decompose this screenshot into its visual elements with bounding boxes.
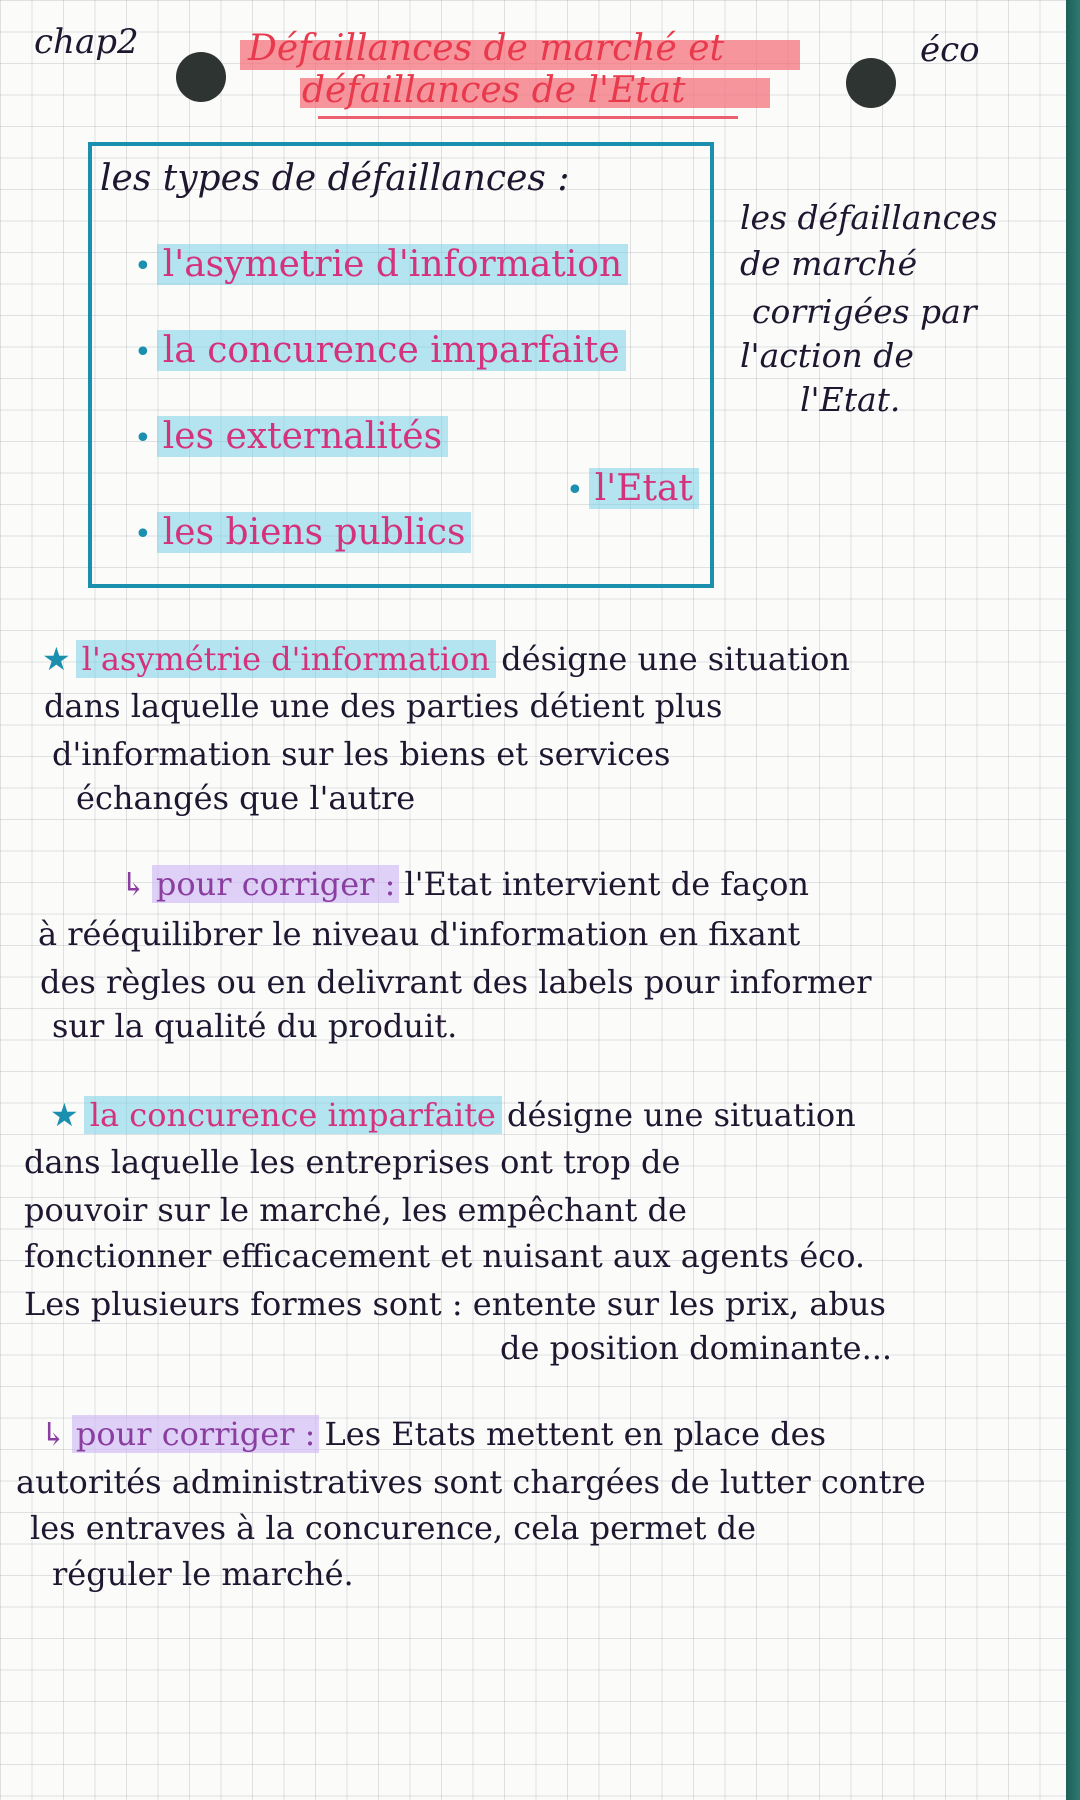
- bullet-icon: •: [134, 517, 152, 552]
- section2-term: la concurence imparfaite: [84, 1096, 502, 1134]
- arrow-icon: ↳: [40, 1415, 67, 1453]
- section1-line: d'information sur les biens et services: [52, 735, 671, 773]
- bullet-icon: •: [134, 249, 152, 284]
- box-item-3: [134, 416, 448, 457]
- star-icon: ★: [50, 1096, 79, 1134]
- section2-line: de position dominante...: [500, 1329, 893, 1367]
- title-underline: [318, 116, 738, 119]
- section2-fix-first-line: [40, 1415, 827, 1453]
- arrow-icon: ↳: [120, 865, 147, 903]
- section2-fix-line: autorités administratives sont chargées de lutter contre: [16, 1463, 926, 1501]
- punch-hole-right: [846, 58, 896, 108]
- section1-first-line: [42, 640, 850, 678]
- section1-fix-label: pour corriger :: [152, 865, 400, 903]
- section2-line: dans laquelle les entreprises ont trop de: [24, 1143, 681, 1181]
- page-title-line2: défaillances de l'Etat: [302, 70, 686, 111]
- chapter-label: chap2: [34, 22, 139, 62]
- side-note-line: corrigées par: [752, 292, 977, 331]
- section1-fix-line: l'Etat intervient de façon: [404, 865, 810, 903]
- section1-fix-line: des règles ou en delivrant des labels pour informer: [40, 963, 872, 1001]
- box-item-1: [134, 244, 628, 285]
- side-note-line: les défaillances: [740, 198, 998, 237]
- section2-line: désigne une situation: [506, 1096, 856, 1134]
- section2-fix-line: réguler le marché.: [52, 1555, 354, 1593]
- section2-fix-line: les entraves à la concurence, cela permet de: [30, 1509, 757, 1547]
- bullet-icon: •: [566, 473, 584, 508]
- notebook-cover-edge: [1066, 0, 1080, 1800]
- box-item-state: [566, 468, 699, 509]
- section2-line: Les plusieurs formes sont : entente sur les prix, abus: [24, 1285, 886, 1323]
- section1-fix-line: à rééquilibrer le niveau d'information en fixant: [38, 915, 801, 953]
- box-item-4: [134, 512, 471, 553]
- section1-fix-first-line: [120, 865, 810, 903]
- punch-hole-left: [176, 52, 226, 102]
- section2-line: pouvoir sur le marché, les empêchant de: [24, 1191, 687, 1229]
- box-heading: les types de défaillances :: [100, 158, 570, 199]
- bullet-icon: •: [134, 421, 152, 456]
- section1-fix-line: sur la qualité du produit.: [52, 1007, 458, 1045]
- section2-fix-label: pour corriger :: [72, 1415, 320, 1453]
- box-item-label: l'Etat: [589, 468, 699, 509]
- box-item-label: les biens publics: [157, 512, 472, 553]
- box-item-2: [134, 330, 626, 371]
- box-item-label: les externalités: [157, 416, 448, 457]
- section1-line: échangés que l'autre: [76, 779, 416, 817]
- section1-term: l'asymétrie d'information: [76, 640, 496, 678]
- box-item-label: l'asymetrie d'information: [157, 244, 628, 285]
- section1-line: dans laquelle une des parties détient plus: [44, 687, 723, 725]
- bullet-icon: •: [134, 335, 152, 370]
- side-note-line: de marché: [740, 244, 918, 283]
- section1-line: désigne une situation: [501, 640, 850, 678]
- subject-label: éco: [920, 30, 980, 70]
- section2-line: fonctionner efficacement et nuisant aux agents éco.: [24, 1237, 866, 1275]
- section2-fix-line: Les Etats mettent en place des: [324, 1415, 827, 1453]
- page-title-line1: Défaillances de marché et: [248, 28, 724, 69]
- side-note-line: l'Etat.: [800, 380, 901, 419]
- side-note-line: l'action de: [740, 336, 914, 375]
- star-icon: ★: [42, 640, 71, 678]
- box-item-label: la concurence imparfaite: [157, 330, 626, 371]
- section2-first-line: [50, 1096, 856, 1134]
